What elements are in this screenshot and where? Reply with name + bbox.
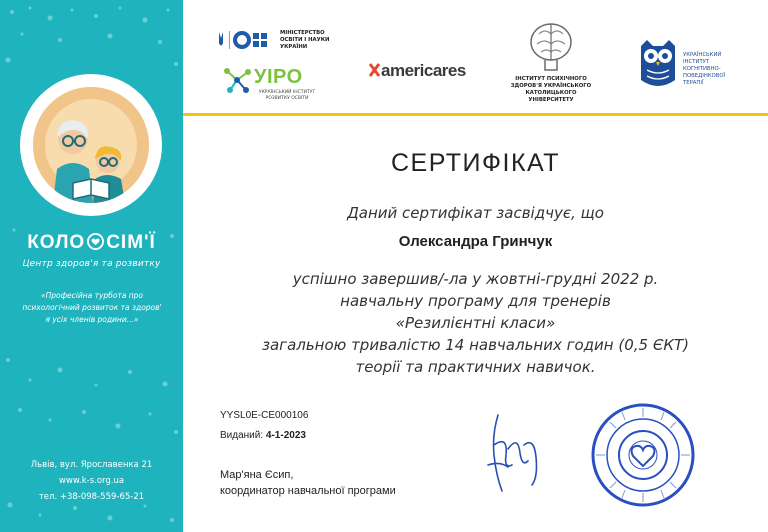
ipz-name — [510, 76, 592, 104]
certificate-title: СЕРТИФІКАТ — [390, 149, 561, 177]
heart-icon — [85, 233, 106, 250]
certificate-id: YYSL0E-CE000106 — [220, 410, 309, 421]
address: Львів, вул. Ярославенка 21 — [30, 460, 153, 470]
issued-date-value: 4-1-2023 — [265, 430, 306, 441]
ukipt-name — [683, 52, 725, 87]
brain-logo-icon — [527, 20, 575, 72]
issued-date — [220, 430, 306, 441]
brand-name-left: КОЛО — [27, 232, 86, 253]
certificate-body — [183, 268, 768, 378]
ministry-line: МІНІСТЕРСТВО — [280, 30, 325, 36]
ipz-line: ЗДОРОВ'Я УКРАЇНСЬКОГО — [510, 83, 592, 89]
sidebar-quote — [14, 290, 170, 326]
sidebar — [0, 0, 183, 532]
signature-image — [478, 405, 548, 495]
quote-line: психологічний розвиток та здоров' — [22, 303, 162, 312]
phone: тел. +38-098-559-65-21 — [38, 492, 145, 502]
yipo-name: УІРО — [254, 66, 303, 88]
family-illustration-badge — [20, 74, 162, 216]
signer — [220, 467, 396, 499]
body-line: «Резилієнтні класи» — [395, 314, 556, 332]
yipo-subtitle — [250, 90, 324, 102]
family-illustration — [33, 87, 149, 203]
body-line: теорії та практичних навичок. — [355, 358, 596, 376]
quote-line: я усіх членів родини...» — [45, 315, 139, 324]
ukipt-line: КОГНІТИВНО- — [683, 66, 721, 72]
ministry-line: ОСВІТИ І НАУКИ — [280, 37, 330, 43]
accent-divider — [183, 113, 768, 116]
yipo-sub-line: РОЗВИТКУ ОСВІТИ — [265, 96, 309, 101]
brand-name-right: СІМ'Ї — [106, 232, 156, 253]
brand-name — [0, 232, 183, 254]
ukipt-line: ПОВЕДІНКОВОЇ — [683, 73, 726, 79]
signer-name: Мар'яна Єсип, — [220, 469, 294, 481]
signer-role: координатор навчальної програми — [220, 485, 396, 497]
body-line: успішно завершив/-ла у жовтні-грудні 2022 р. — [292, 270, 659, 288]
yipo-network-icon — [222, 66, 252, 94]
yipo-sub-line: УКРАЇНСЬКИЙ ІНСТИТУТ — [258, 90, 316, 95]
certificate-intro: Даний сертифікат засвідчує, що — [347, 204, 604, 222]
americares-x-icon — [369, 63, 380, 77]
body-line: загальною тривалістю 14 навчальних годин (0,5 ЄКТ) — [262, 336, 689, 354]
recipient-name: Олександра Гринчук — [398, 233, 553, 250]
ukipt-line: ТЕРАПІЇ — [683, 80, 704, 86]
brand-subtitle: Центр здоров'я та розвитку — [22, 259, 161, 269]
ukipt-line: ІНСТИТУТ — [683, 59, 710, 65]
owl-logo-icon — [635, 36, 681, 92]
americares-logo: americares — [381, 61, 466, 80]
ministry-name — [280, 30, 329, 51]
ipz-line: КАТОЛИЦЬКОГО — [525, 90, 577, 96]
body-line: навчальну програму для тренерів — [340, 292, 611, 310]
ipz-line: УНІВЕРСИТЕТУ — [528, 97, 574, 103]
website-link[interactable]: www.k-s.org.ua — [58, 476, 125, 486]
quote-line: «Професійна турбота про — [41, 291, 143, 300]
issued-label: Виданий: — [220, 430, 264, 441]
ministry-logo — [215, 29, 277, 51]
ukipt-line: УКРАЇНСЬКИЙ — [683, 52, 722, 58]
ipz-line: ІНСТИТУТ ПСИХІЧНОГО — [515, 76, 587, 82]
contacts — [0, 457, 183, 505]
organization-stamp — [588, 400, 698, 510]
ministry-line: УКРАЇНИ — [280, 44, 308, 50]
